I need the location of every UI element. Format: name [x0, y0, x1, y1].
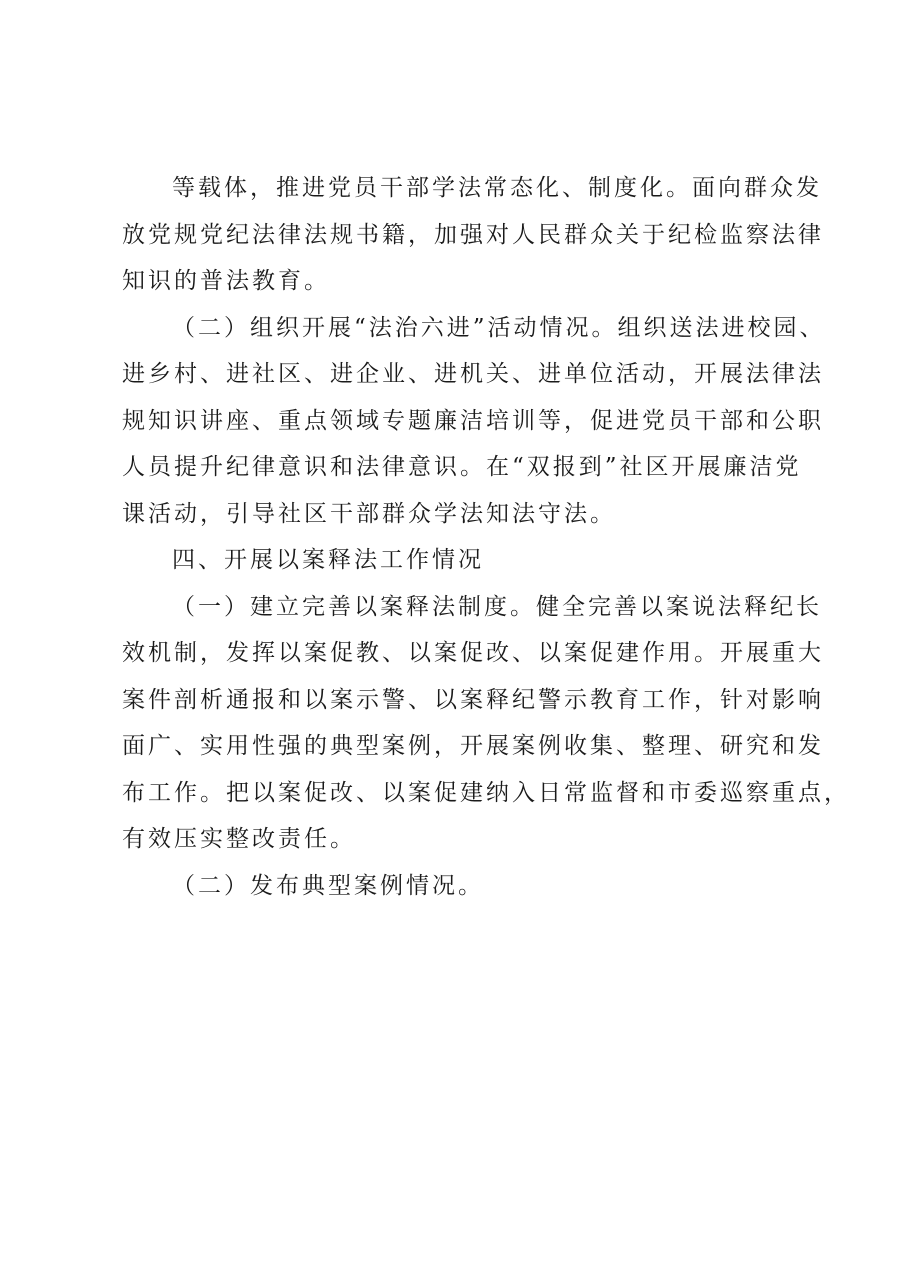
paragraph-line: 放党规党纪法律法规书籍，加强对人民群众关于纪检监察法律 — [122, 221, 824, 248]
paragraph — [122, 866, 822, 913]
paragraph-line: 效机制，发挥以案促教、以案促改、以案促建作用。开展重大 — [122, 640, 824, 666]
paragraph-line: 布工作。把以案促改、以案促建纳入日常监督和市委巡察重点， — [122, 779, 850, 806]
document-body — [122, 168, 850, 912]
paragraph-line: （二）发布典型案例情况。 — [172, 872, 484, 899]
paragraph-line: 进乡村、进社区、进企业、进机关、进单位活动，开展法律法 — [122, 361, 824, 387]
paragraph-line: 案件剖析通报和以案示警、以案释纪警示教育工作，针对影响 — [122, 686, 824, 713]
paragraph-line: 知识的普法教育。 — [122, 268, 330, 294]
section-heading-text: 四、开展以案释法工作情况 — [172, 547, 484, 573]
paragraph-line: （二）组织开展“法治六进”活动情况。组织送法进校园、 — [172, 314, 826, 341]
section-heading — [122, 540, 822, 587]
paragraph-line: 面广、实用性强的典型案例，开展案例收集、整理、研究和发 — [122, 733, 824, 759]
paragraph-line: 有效压实整改责任。 — [122, 826, 356, 852]
paragraph-line: 规知识讲座、重点领域专题廉洁培训等，促进党员干部和公职 — [122, 407, 824, 434]
paragraph-line: 等载体，推进党员干部学法常态化、制度化。面向群众发 — [172, 175, 822, 201]
paragraph — [122, 587, 850, 866]
paragraph-line: 课活动，引导社区干部群众学法知法守法。 — [122, 500, 616, 527]
paragraph — [122, 168, 822, 308]
paragraph — [122, 308, 826, 541]
paragraph-line: （一）建立完善以案释法制度。健全完善以案说法释纪长 — [172, 593, 822, 620]
paragraph-line: 人员提升纪律意识和法律意识。在“双报到”社区开展廉洁党 — [122, 454, 802, 480]
